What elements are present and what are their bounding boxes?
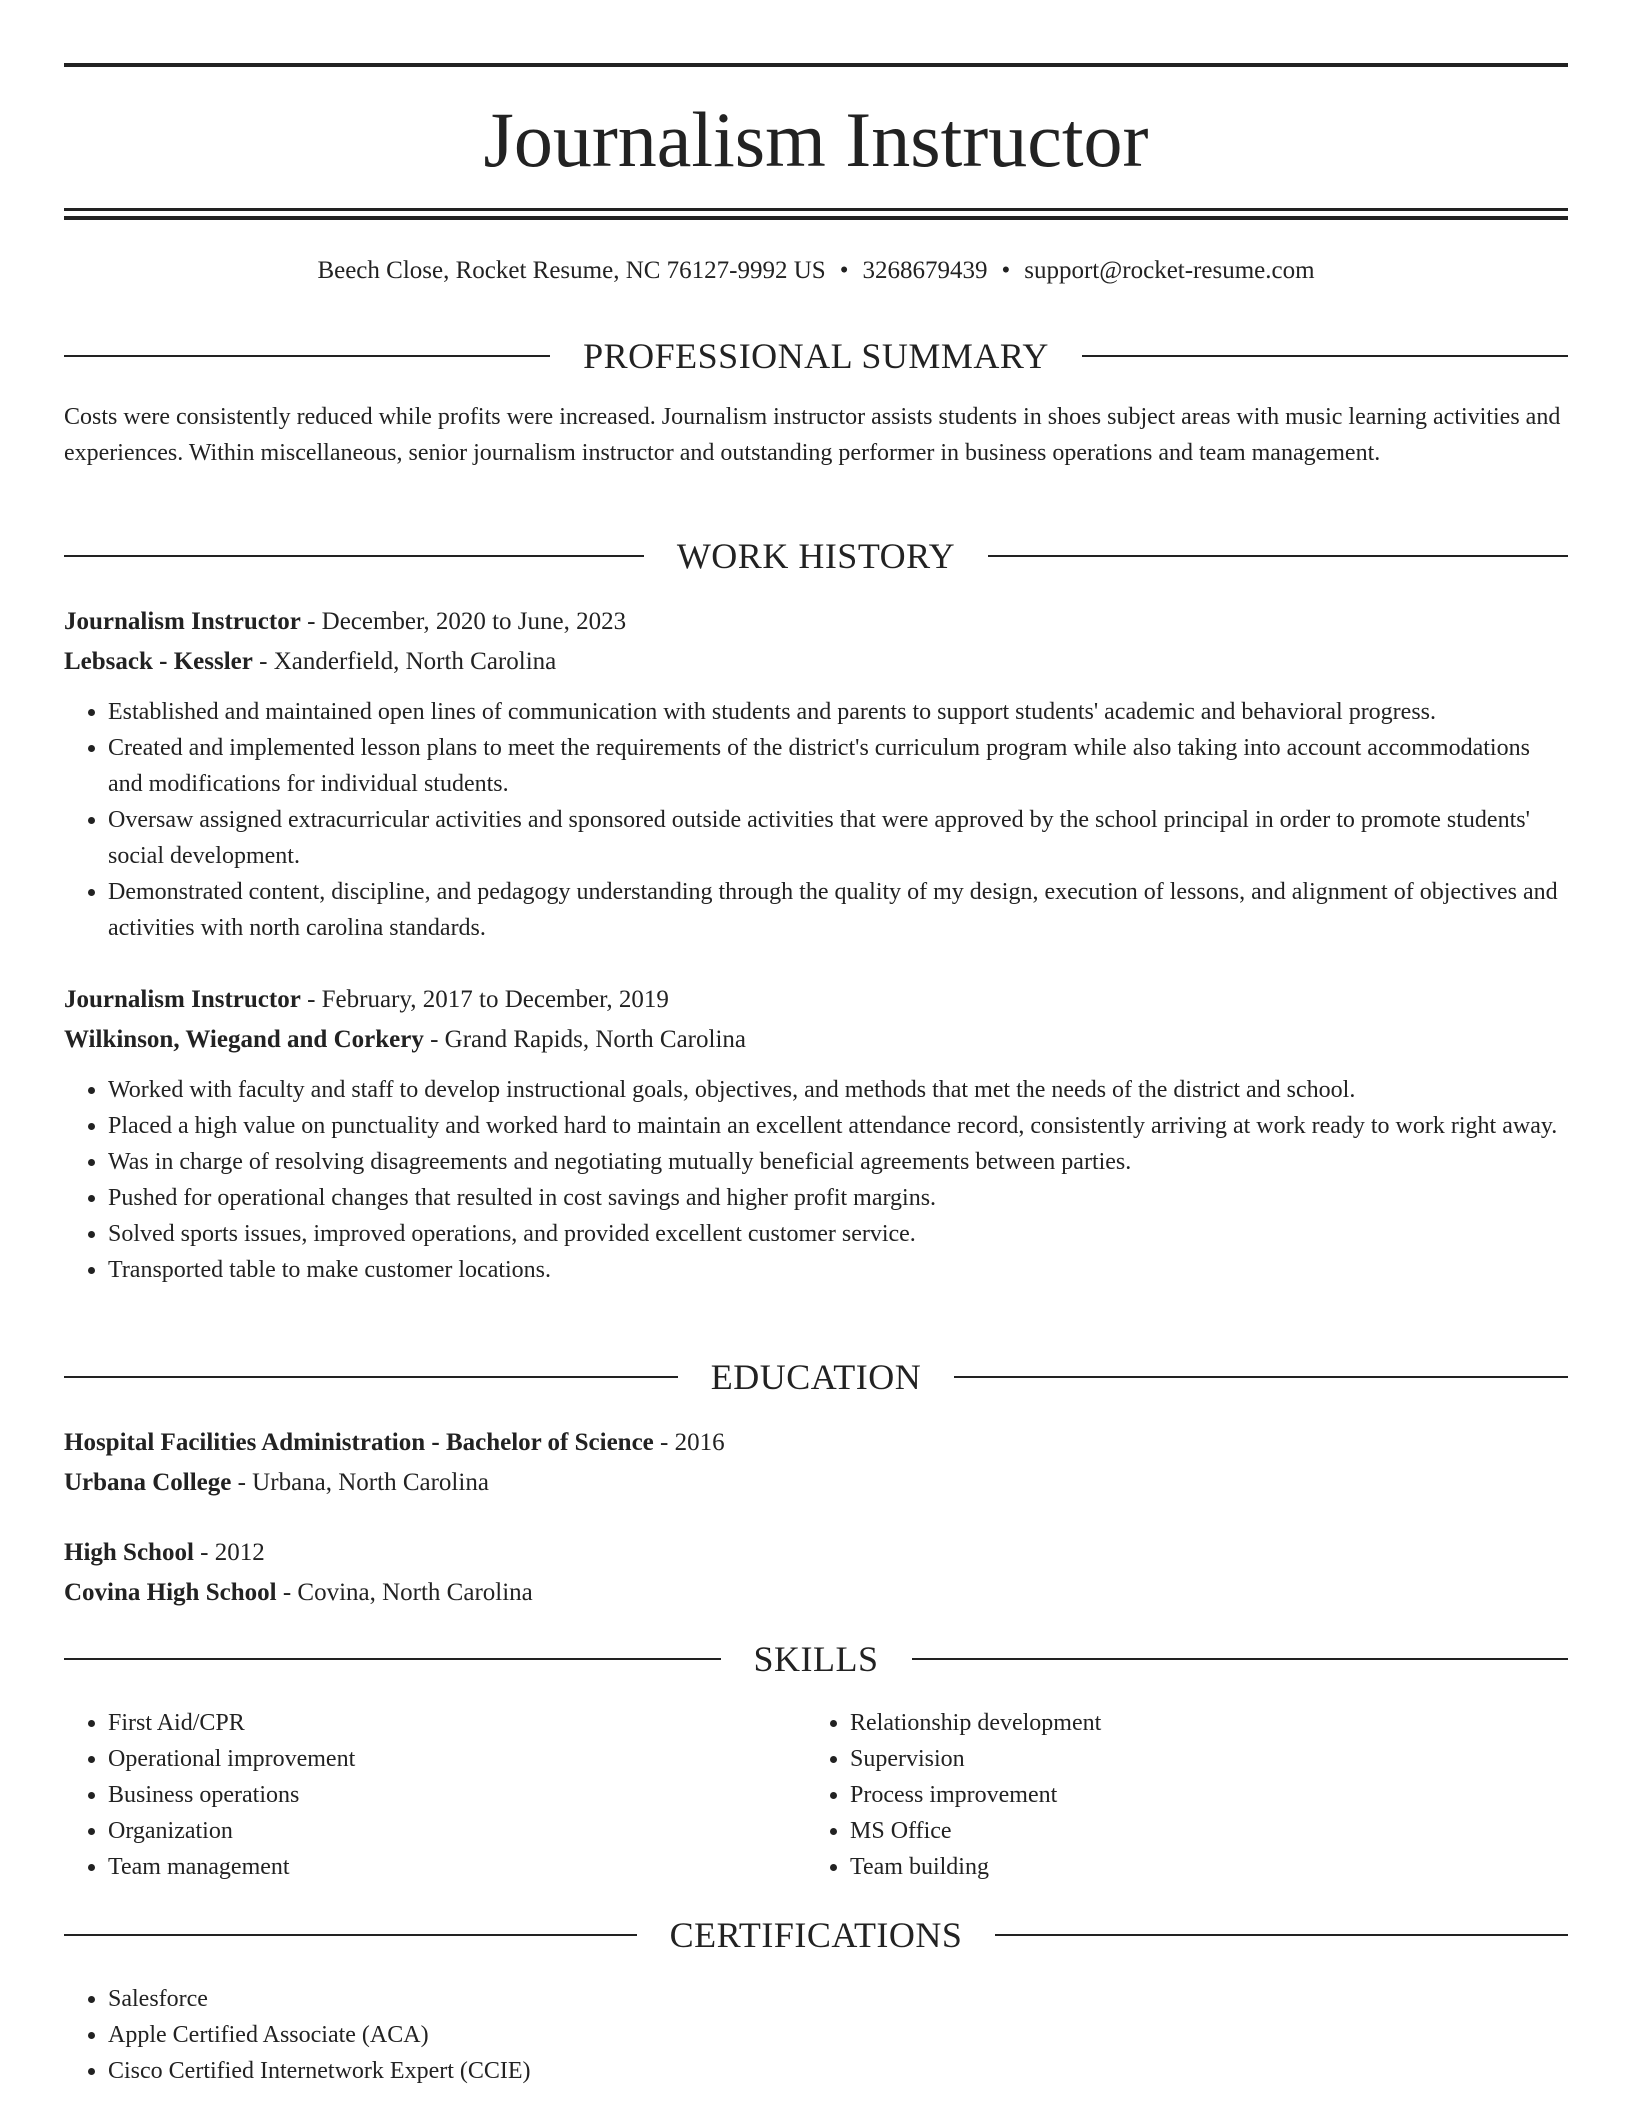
heading-rule	[1082, 355, 1568, 357]
job-bullets	[64, 694, 1568, 946]
job-dates: - December, 2020 to June, 2023	[300, 608, 627, 635]
job-location: - Grand Rapids, North Carolina	[423, 1026, 746, 1053]
resume-title: Journalism Instructor	[483, 96, 1149, 183]
education-degree: Hospital Facilities Administration - Bachelor of Science	[64, 1429, 654, 1456]
education-entry	[64, 1423, 1568, 1503]
list-item: • Operational improvement	[108, 1741, 355, 1777]
section-heading-work	[64, 534, 1568, 578]
job-dates: - February, 2017 to December, 2019	[300, 986, 669, 1013]
heading-rule	[988, 555, 1568, 557]
list-item: • Oversaw assigned extracurricular activities and sponsored outside activities that were approved by the school principal in order to promote students' social development.	[108, 802, 1568, 874]
heading-rule	[954, 1376, 1568, 1378]
job-company: Wilkinson, Wiegand and Corkery	[64, 1026, 424, 1053]
section-title: CERTIFICATIONS	[669, 1915, 963, 1955]
heading-rule	[64, 355, 550, 357]
list-item: • Demonstrated content, discipline, and pedagogy understanding through the quality of my design, execution of lessons, and alignment of objectives and activities with north carolina standards.	[108, 874, 1568, 946]
contact-phone: 3268679439	[862, 257, 988, 284]
heading-rule	[64, 1934, 637, 1936]
contact-separator: •	[1001, 257, 1011, 284]
list-item: • Team building	[850, 1849, 1101, 1885]
education-location: - Covina, North Carolina	[276, 1579, 533, 1606]
list-item: • MS Office	[850, 1813, 1101, 1849]
heading-rule	[912, 1658, 1569, 1660]
contact-line	[64, 254, 1568, 288]
education-school: Covina High School	[64, 1579, 277, 1606]
education-degree-line	[64, 1533, 1568, 1573]
list-item: • Relationship development	[850, 1705, 1101, 1741]
list-item: • Apple Certified Associate (ACA)	[108, 2017, 531, 2053]
skills-list-right	[806, 1705, 1101, 1885]
contact-email: support@rocket-resume.com	[1024, 257, 1315, 284]
list-item: • Organization	[108, 1813, 355, 1849]
education-school-line	[64, 1463, 1568, 1503]
list-item: • Placed a high value on punctuality and worked hard to maintain an excellent attendance record, consistently arriving at work ready to work right away.	[108, 1108, 1568, 1144]
job-bullets	[64, 1072, 1568, 1288]
job-entry	[64, 602, 1568, 946]
job-company-line	[64, 642, 1568, 682]
education-degree-line	[64, 1423, 1568, 1463]
summary-text: Costs were consistently reduced while profits were increased. Journalism instructor assists students in shoes subject areas with music learning activities and experiences. Within miscellaneous, senior journalism instructor and outstanding performer in business operations and team management.	[64, 404, 1561, 466]
section-title: EDUCATION	[710, 1357, 922, 1397]
job-company-line	[64, 1020, 1568, 1060]
education-degree: High School	[64, 1539, 194, 1566]
top-divider	[64, 63, 1568, 67]
list-item: • Cisco Certified Internetwork Expert (CCIE)	[108, 2053, 531, 2089]
list-item: • First Aid/CPR	[108, 1705, 355, 1741]
job-title-line	[64, 980, 1568, 1020]
list-item: • Supervision	[850, 1741, 1101, 1777]
job-title: Journalism Instructor	[64, 986, 301, 1013]
list-item: • Transported table to make customer locations.	[108, 1252, 1568, 1288]
heading-rule	[64, 1376, 678, 1378]
section-title: SKILLS	[753, 1639, 879, 1679]
job-company: Lebsack - Kessler	[64, 648, 253, 675]
section-heading-skills	[64, 1637, 1568, 1681]
list-item: • Worked with faculty and staff to develop instructional goals, objectives, and methods that met the needs of the district and school.	[108, 1072, 1568, 1108]
education-school-line	[64, 1573, 1568, 1613]
list-item: • Process improvement	[850, 1777, 1101, 1813]
section-heading-summary	[64, 334, 1568, 378]
section-heading-education	[64, 1355, 1568, 1399]
education-year: - 2012	[193, 1539, 265, 1566]
education-entry	[64, 1533, 1568, 1613]
skills-list-left	[64, 1705, 355, 1885]
section-title: PROFESSIONAL SUMMARY	[583, 336, 1049, 376]
job-title: Journalism Instructor	[64, 608, 301, 635]
list-item: • Was in charge of resolving disagreements and negotiating mutually beneficial agreements between parties.	[108, 1144, 1568, 1180]
list-item: • Created and implemented lesson plans to meet the requirements of the district's curriculum program while also taking into account accommodations and modifications for individual students.	[108, 730, 1568, 802]
title-double-divider	[64, 208, 1568, 220]
section-heading-certifications	[64, 1913, 1568, 1957]
heading-rule	[64, 1658, 721, 1660]
list-item: • Team management	[108, 1849, 355, 1885]
job-location: - Xanderfield, North Carolina	[252, 648, 557, 675]
heading-rule	[64, 555, 644, 557]
list-item: • Solved sports issues, improved operations, and provided excellent customer service.	[108, 1216, 1568, 1252]
education-year: - 2016	[653, 1429, 725, 1456]
heading-rule	[995, 1934, 1568, 1936]
certifications-list	[64, 1981, 531, 2089]
job-entry	[64, 980, 1568, 1288]
contact-address: Beech Close, Rocket Resume, NC 76127-9992 US	[317, 257, 826, 284]
list-item: • Established and maintained open lines of communication with students and parents to support students' academic and behavioral progress.	[108, 694, 1568, 730]
education-school: Urbana College	[64, 1469, 232, 1496]
contact-separator: •	[839, 257, 849, 284]
list-item: • Salesforce	[108, 1981, 531, 2017]
list-item: • Business operations	[108, 1777, 355, 1813]
list-item: • Pushed for operational changes that resulted in cost savings and higher profit margins.	[108, 1180, 1568, 1216]
job-title-line	[64, 602, 1568, 642]
section-title: WORK HISTORY	[676, 536, 956, 576]
education-location: - Urbana, North Carolina	[231, 1469, 489, 1496]
